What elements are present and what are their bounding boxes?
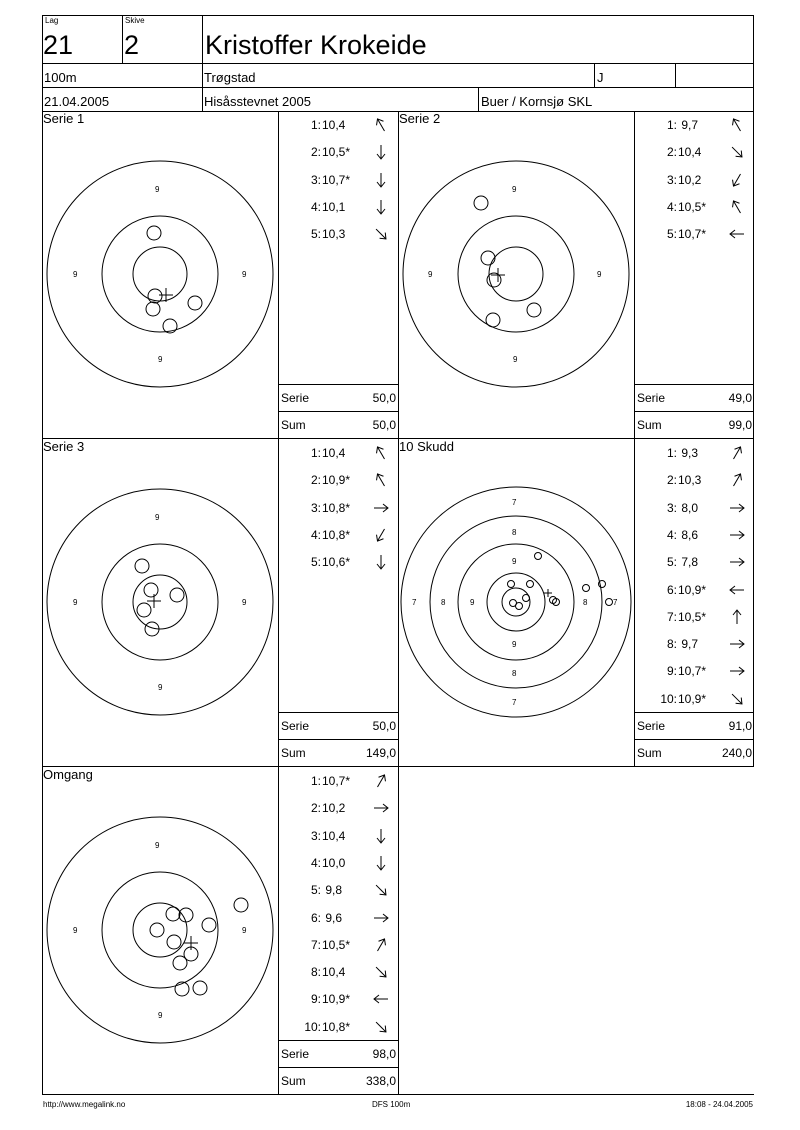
shot-value: 10,5* xyxy=(322,937,351,952)
shot-value: 8,0 xyxy=(678,500,699,515)
shot-row xyxy=(636,501,752,517)
direction-arrow-icon xyxy=(728,581,746,599)
shot-hole xyxy=(179,908,193,922)
ring-number: 7 xyxy=(512,498,517,507)
skive-label: Skive xyxy=(125,16,145,25)
direction-arrow-icon xyxy=(372,198,390,216)
ring-number: 9 xyxy=(470,598,475,607)
shot-number: 3: xyxy=(310,172,321,187)
ring-number: 7 xyxy=(613,598,618,607)
shot-row xyxy=(636,173,752,189)
panel-label-serie-1: Serie 1 xyxy=(43,111,85,126)
serie-score: 91,0 xyxy=(728,719,752,733)
shot-row xyxy=(636,118,752,134)
shot-row xyxy=(280,1020,396,1036)
shot-number: 1: xyxy=(310,446,321,460)
direction-arrow-icon xyxy=(372,143,390,161)
shot-hole xyxy=(170,588,184,602)
direction-arrow-icon xyxy=(728,471,746,489)
serie-label: Serie xyxy=(281,391,310,405)
shot-row xyxy=(280,856,396,872)
shot-value: 10,4 xyxy=(322,446,346,460)
shot-hole xyxy=(135,559,149,573)
sum-label: Sum xyxy=(281,746,306,760)
direction-arrow-icon xyxy=(728,143,746,161)
ring-number: 9 xyxy=(242,270,247,279)
serie-score: 50,0 xyxy=(372,719,396,733)
direction-arrow-icon xyxy=(728,608,746,626)
shot-value: 10,5* xyxy=(678,609,707,624)
shot-value: 10,8* xyxy=(322,527,351,542)
shot-number: 5: xyxy=(666,227,677,242)
footer-timestamp: 18:08 - 24.04.2005 xyxy=(685,1100,753,1109)
panel-label-serie-2: Serie 2 xyxy=(399,111,441,126)
sum-label: Sum xyxy=(637,746,662,760)
shot-hole xyxy=(523,595,530,602)
sum-label: Sum xyxy=(637,418,662,432)
direction-arrow-icon xyxy=(728,690,746,708)
date: 21.04.2005 xyxy=(44,94,110,109)
lag-number: 21 xyxy=(43,30,74,60)
shot-hole xyxy=(137,603,151,617)
shot-hole xyxy=(583,585,590,592)
shot-row xyxy=(280,227,396,243)
shot-row xyxy=(280,883,396,899)
footer-program: DFS 100m xyxy=(372,1100,411,1109)
ring-number: 7 xyxy=(512,698,517,707)
shot-number: 3: xyxy=(666,500,677,515)
shot-hole xyxy=(234,898,248,912)
shot-number: 9: xyxy=(310,992,321,1007)
shot-row xyxy=(280,911,396,927)
serie-score: 98,0 xyxy=(372,1047,396,1061)
direction-arrow-icon xyxy=(728,225,746,243)
shot-number: 2: xyxy=(310,145,321,160)
shot-number: 4: xyxy=(310,527,321,542)
direction-arrow-icon xyxy=(728,662,746,680)
shot-value: 10,4 xyxy=(322,118,346,132)
ring-number: 9 xyxy=(155,841,160,850)
shot-number: 5: xyxy=(310,555,321,570)
target-ring-10 xyxy=(102,544,218,660)
direction-arrow-icon xyxy=(372,936,390,954)
direction-arrow-icon xyxy=(372,881,390,899)
direction-arrow-icon xyxy=(372,827,390,845)
shot-row xyxy=(280,173,396,189)
shot-row xyxy=(280,446,396,462)
direction-arrow-icon xyxy=(728,635,746,653)
shot-hole xyxy=(173,956,187,970)
shot-number: 2: xyxy=(666,473,677,488)
direction-arrow-icon xyxy=(372,444,390,462)
shot-number: 9: xyxy=(666,664,677,679)
direction-arrow-icon xyxy=(372,553,390,571)
direction-arrow-icon xyxy=(372,799,390,817)
shot-value: 10,4 xyxy=(322,965,346,980)
shot-row xyxy=(636,446,752,462)
ring-number: 9 xyxy=(155,185,160,194)
shot-row xyxy=(636,692,752,708)
skive-number: 2 xyxy=(124,30,140,60)
shot-number: 4: xyxy=(666,199,677,214)
direction-arrow-icon xyxy=(372,116,390,134)
ring-number: 9 xyxy=(513,355,518,364)
shot-value: 7,8 xyxy=(678,555,699,570)
direction-arrow-icon xyxy=(728,526,746,544)
ring-number: 9 xyxy=(73,270,78,279)
shot-number: 1: xyxy=(666,118,677,132)
direction-arrow-icon xyxy=(728,553,746,571)
shot-value: 10,6* xyxy=(322,555,351,570)
direction-arrow-icon xyxy=(372,471,390,489)
shot-number: 3: xyxy=(310,500,321,515)
ring-number: 9 xyxy=(242,926,247,935)
shot-number: 8: xyxy=(666,637,677,652)
shot-hole xyxy=(606,599,613,606)
sum-label: Sum xyxy=(281,1074,306,1088)
ring-number: 8 xyxy=(512,669,517,678)
shot-hole xyxy=(144,583,158,597)
serie-label: Serie xyxy=(281,719,310,733)
shot-value: 9,3 xyxy=(678,446,699,460)
ring-number: 9 xyxy=(73,598,78,607)
direction-arrow-icon xyxy=(372,854,390,872)
panel-label-omgang: Omgang xyxy=(43,767,93,782)
direction-arrow-icon xyxy=(372,526,390,544)
ring-number: 9 xyxy=(597,270,602,279)
shot-row xyxy=(280,501,396,517)
event: Hisåsstevnet 2005 xyxy=(204,94,311,109)
shot-number: 4: xyxy=(310,199,321,214)
shot-hole xyxy=(166,907,180,921)
ring-number: 9 xyxy=(73,926,78,935)
target-inner-ten xyxy=(133,247,187,301)
shot-value: 10,7* xyxy=(678,227,707,242)
ring-number: 9 xyxy=(155,513,160,522)
serie-label: Serie xyxy=(281,1047,310,1061)
shot-value: 10,4 xyxy=(678,145,702,160)
shot-row xyxy=(636,528,752,544)
shot-hole xyxy=(146,302,160,316)
shot-number: 8: xyxy=(310,965,321,980)
sum-score: 149,0 xyxy=(365,746,396,760)
sum-score: 50,0 xyxy=(372,418,396,432)
shot-value: 9,6 xyxy=(322,910,343,925)
shot-number: 10: xyxy=(660,691,677,706)
shot-number: 2: xyxy=(310,473,321,488)
shot-row xyxy=(636,145,752,161)
shot-row xyxy=(280,829,396,845)
ring-number: 9 xyxy=(158,683,163,692)
lag-label: Lag xyxy=(45,16,59,25)
serie-label: Serie xyxy=(637,719,666,733)
shot-hole xyxy=(474,196,488,210)
shot-hole xyxy=(188,296,202,310)
target-ring-9-outer xyxy=(47,161,273,387)
shot-number: 4: xyxy=(310,855,321,870)
shot-hole xyxy=(193,981,207,995)
shot-number: 5: xyxy=(310,227,321,242)
shot-value: 10,9* xyxy=(678,691,707,706)
shot-hole xyxy=(150,923,164,937)
shot-number: 5: xyxy=(666,555,677,570)
sum-score: 338,0 xyxy=(365,1074,396,1088)
shot-row xyxy=(280,774,396,790)
sum-label: Sum xyxy=(281,418,306,432)
shot-row xyxy=(280,992,396,1008)
shot-row xyxy=(280,118,396,134)
shot-row xyxy=(636,473,752,489)
ring-number: 9 xyxy=(158,1011,163,1020)
shot-number: 3: xyxy=(666,172,677,187)
shot-number: 2: xyxy=(666,145,677,160)
shot-row xyxy=(636,583,752,599)
shot-value: 8,6 xyxy=(678,527,699,542)
distance: 100m xyxy=(44,70,77,85)
shot-value: 10,9* xyxy=(322,992,351,1007)
shooter-name: Kristoffer Krokeide xyxy=(205,30,427,60)
shot-row xyxy=(636,664,752,680)
location: Trøgstad xyxy=(204,70,256,85)
shot-value: 9,7 xyxy=(678,637,699,652)
shot-value: 10,7* xyxy=(678,664,707,679)
shot-value: 9,8 xyxy=(322,883,343,898)
serie-score: 49,0 xyxy=(728,391,752,405)
shot-number: 2: xyxy=(310,801,321,816)
direction-arrow-icon xyxy=(728,499,746,517)
class: J xyxy=(597,70,604,85)
shot-value: 10,9* xyxy=(678,582,707,597)
shot-number: 1: xyxy=(310,118,321,132)
shot-row xyxy=(636,610,752,626)
ring-number: 9 xyxy=(158,355,163,364)
shot-value: 10,8* xyxy=(322,500,351,515)
sum-score: 99,0 xyxy=(728,418,752,432)
shot-value: 10,0 xyxy=(322,855,346,870)
shot-row xyxy=(280,145,396,161)
shot-row xyxy=(280,555,396,571)
target-ring-10 xyxy=(102,872,218,988)
direction-arrow-icon xyxy=(372,772,390,790)
direction-arrow-icon xyxy=(372,499,390,517)
shot-number: 1: xyxy=(666,446,677,460)
shot-row xyxy=(280,965,396,981)
shot-number: 5: xyxy=(310,883,321,898)
target-ring-9-outer xyxy=(47,817,273,1043)
shot-hole xyxy=(599,581,606,588)
shot-number: 10: xyxy=(304,1019,321,1034)
direction-arrow-icon xyxy=(728,171,746,189)
shot-hole xyxy=(486,313,500,327)
shot-value: 10,2 xyxy=(678,172,702,187)
ring-number: 8 xyxy=(512,528,517,537)
shot-value: 10,5* xyxy=(322,145,351,160)
shot-row xyxy=(280,473,396,489)
shot-number: 1: xyxy=(310,774,321,788)
shot-hole xyxy=(516,603,523,610)
shot-value: 10,2 xyxy=(322,801,346,816)
shot-value: 10,5* xyxy=(678,199,707,214)
sum-score: 240,0 xyxy=(721,746,752,760)
direction-arrow-icon xyxy=(372,990,390,1008)
direction-arrow-icon xyxy=(372,1018,390,1036)
serie-label: Serie xyxy=(637,391,666,405)
shot-number: 6: xyxy=(666,582,677,597)
shot-hole xyxy=(527,581,534,588)
ring-number: 8 xyxy=(441,598,446,607)
target-ring-10 xyxy=(458,216,574,332)
direction-arrow-icon xyxy=(372,963,390,981)
club: Buer / Kornsjø SKL xyxy=(481,94,593,109)
shot-value: 10,3 xyxy=(322,227,346,242)
shot-number: 7: xyxy=(310,937,321,952)
ring-number: 9 xyxy=(512,640,517,649)
shot-row xyxy=(636,200,752,216)
shot-hole xyxy=(147,226,161,240)
ring-number: 9 xyxy=(512,557,517,566)
direction-arrow-icon xyxy=(372,225,390,243)
direction-arrow-icon xyxy=(728,116,746,134)
shot-value: 10,3 xyxy=(678,473,702,488)
shot-row xyxy=(636,555,752,571)
ring-number: 9 xyxy=(242,598,247,607)
shot-number: 7: xyxy=(666,609,677,624)
shot-row xyxy=(280,528,396,544)
shot-value: 9,7 xyxy=(678,118,699,132)
shot-number: 3: xyxy=(310,828,321,843)
shot-hole xyxy=(202,918,216,932)
serie-score: 50,0 xyxy=(372,391,396,405)
target-10-skudd xyxy=(399,440,634,766)
shot-hole xyxy=(527,303,541,317)
shot-value: 10,7* xyxy=(322,774,351,788)
shot-hole xyxy=(481,251,495,265)
shot-row xyxy=(280,801,396,817)
footer-url[interactable]: http://www.megalink.no xyxy=(43,1100,126,1109)
shot-value: 10,1 xyxy=(322,199,346,214)
ring-number: 8 xyxy=(583,598,588,607)
target-ring-9-outer xyxy=(47,489,273,715)
ring-number: 9 xyxy=(512,185,517,194)
direction-arrow-icon xyxy=(372,909,390,927)
direction-arrow-icon xyxy=(372,171,390,189)
shot-row xyxy=(636,637,752,653)
target-ring-9-outer xyxy=(403,161,629,387)
shot-value: 10,8* xyxy=(322,1019,351,1034)
direction-arrow-icon xyxy=(728,198,746,216)
shot-value: 10,4 xyxy=(322,828,346,843)
shot-number: 6: xyxy=(310,910,321,925)
target-ring-10 xyxy=(102,216,218,332)
shot-row xyxy=(636,227,752,243)
shot-hole xyxy=(167,935,181,949)
shot-number: 4: xyxy=(666,527,677,542)
panel-label-10-skudd: 10 Skudd xyxy=(399,439,454,454)
panel-label-serie-3: Serie 3 xyxy=(43,439,85,454)
shot-hole xyxy=(535,553,542,560)
direction-arrow-icon xyxy=(728,444,746,462)
shot-hole xyxy=(508,581,515,588)
ring-number: 7 xyxy=(412,598,417,607)
ring-number: 9 xyxy=(428,270,433,279)
shot-row xyxy=(280,938,396,954)
shot-row xyxy=(280,200,396,216)
shot-value: 10,9* xyxy=(322,473,351,488)
shot-value: 10,7* xyxy=(322,172,351,187)
